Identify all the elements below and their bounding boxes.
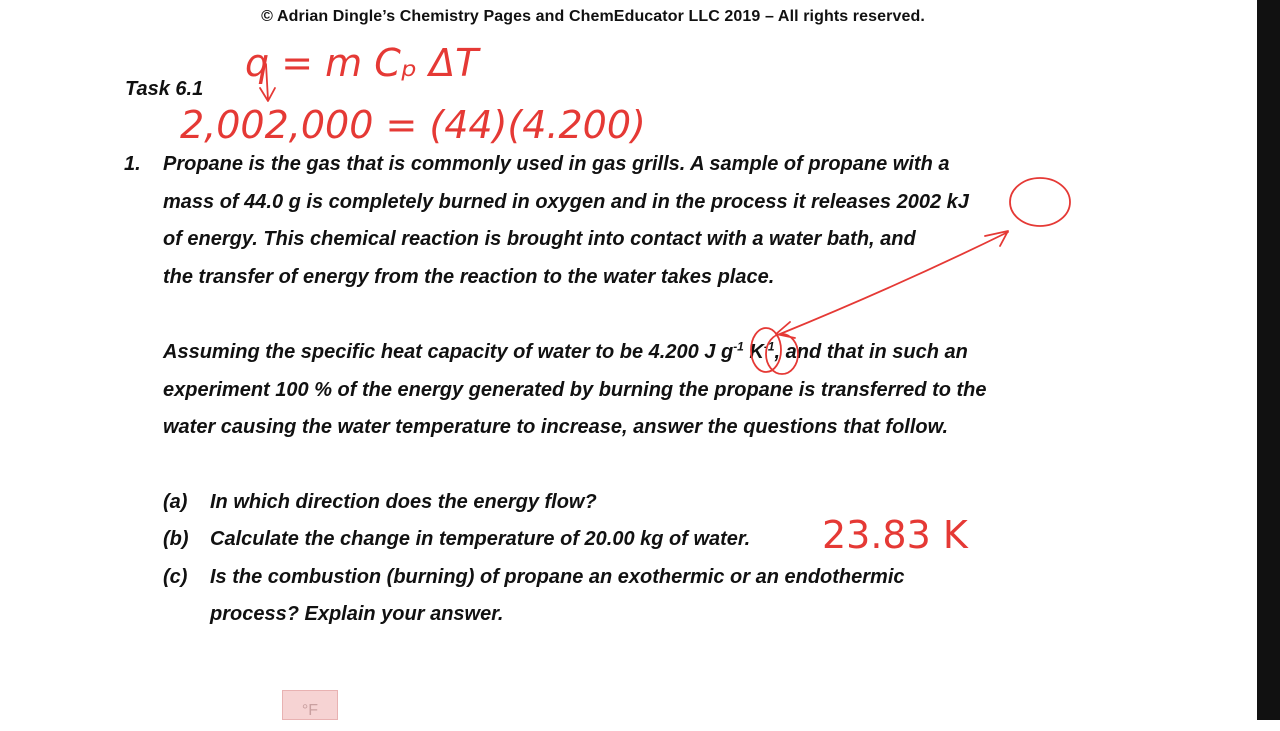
sub-question-text: Calculate the change in temperature of 20.00 kg of water.	[210, 528, 751, 550]
sub-question-c-continuation: process? Explain your answer.	[210, 603, 504, 625]
specific-heat-text: Assuming the specific heat capacity of water to be 4.200 J g	[163, 341, 734, 363]
sub-question-text: Is the combustion (burning) of propane an exothermic or an endothermic	[210, 566, 905, 588]
question-number: 1.	[124, 153, 141, 175]
formula-arrow	[260, 64, 275, 101]
question-paragraph-2	[163, 334, 1123, 447]
sub-question-label: (b)	[163, 528, 189, 550]
paragraph-line: experiment 100 % of the energy generated by burning the propane is transferred to the	[163, 378, 987, 401]
question-paragraph-1	[163, 146, 1123, 296]
unit-exponent: -1	[763, 339, 775, 354]
paragraph-line: Propane is the gas that is commonly used in gas grills. A sample of propane with a	[163, 153, 950, 175]
handwritten-formula: q = m Cₚ ΔT	[245, 41, 479, 85]
unit-exponent: -1	[733, 339, 744, 354]
sub-question-label: (a)	[163, 491, 188, 513]
paragraph-line: water causing the water temperature to increase, answer the questions that follow.	[163, 416, 949, 439]
paragraph-line: mass of 44.0 g is completely burned in oxygen and in the process it releases 2002 kJ	[163, 190, 969, 213]
specific-heat-suffix: , and that in such an	[774, 341, 968, 363]
paragraph-line: of energy. This chemical reaction is brought into contact with a water bath, and	[163, 228, 916, 251]
sub-question-label: (c)	[163, 566, 188, 588]
sub-question-text: In which direction does the energy flow?	[210, 491, 597, 513]
copyright-header: © Adrian Dingle’s Chemistry Pages and ChemEducator LLC 2019 – All rights reserved.	[261, 8, 925, 25]
unit-kelvin: K	[743, 341, 764, 363]
handwritten-substitution: 2,002,000 = (44)(4.200)	[180, 103, 646, 147]
fahrenheit-chip[interactable]: °F	[282, 690, 338, 720]
handwritten-answer: 23.83 K	[822, 513, 968, 557]
task-title: Task 6.1	[125, 78, 204, 100]
paragraph-line	[163, 334, 1123, 372]
right-edge-bar	[1257, 0, 1280, 720]
paragraph-line: the transfer of energy from the reaction to the water takes place.	[163, 265, 775, 288]
